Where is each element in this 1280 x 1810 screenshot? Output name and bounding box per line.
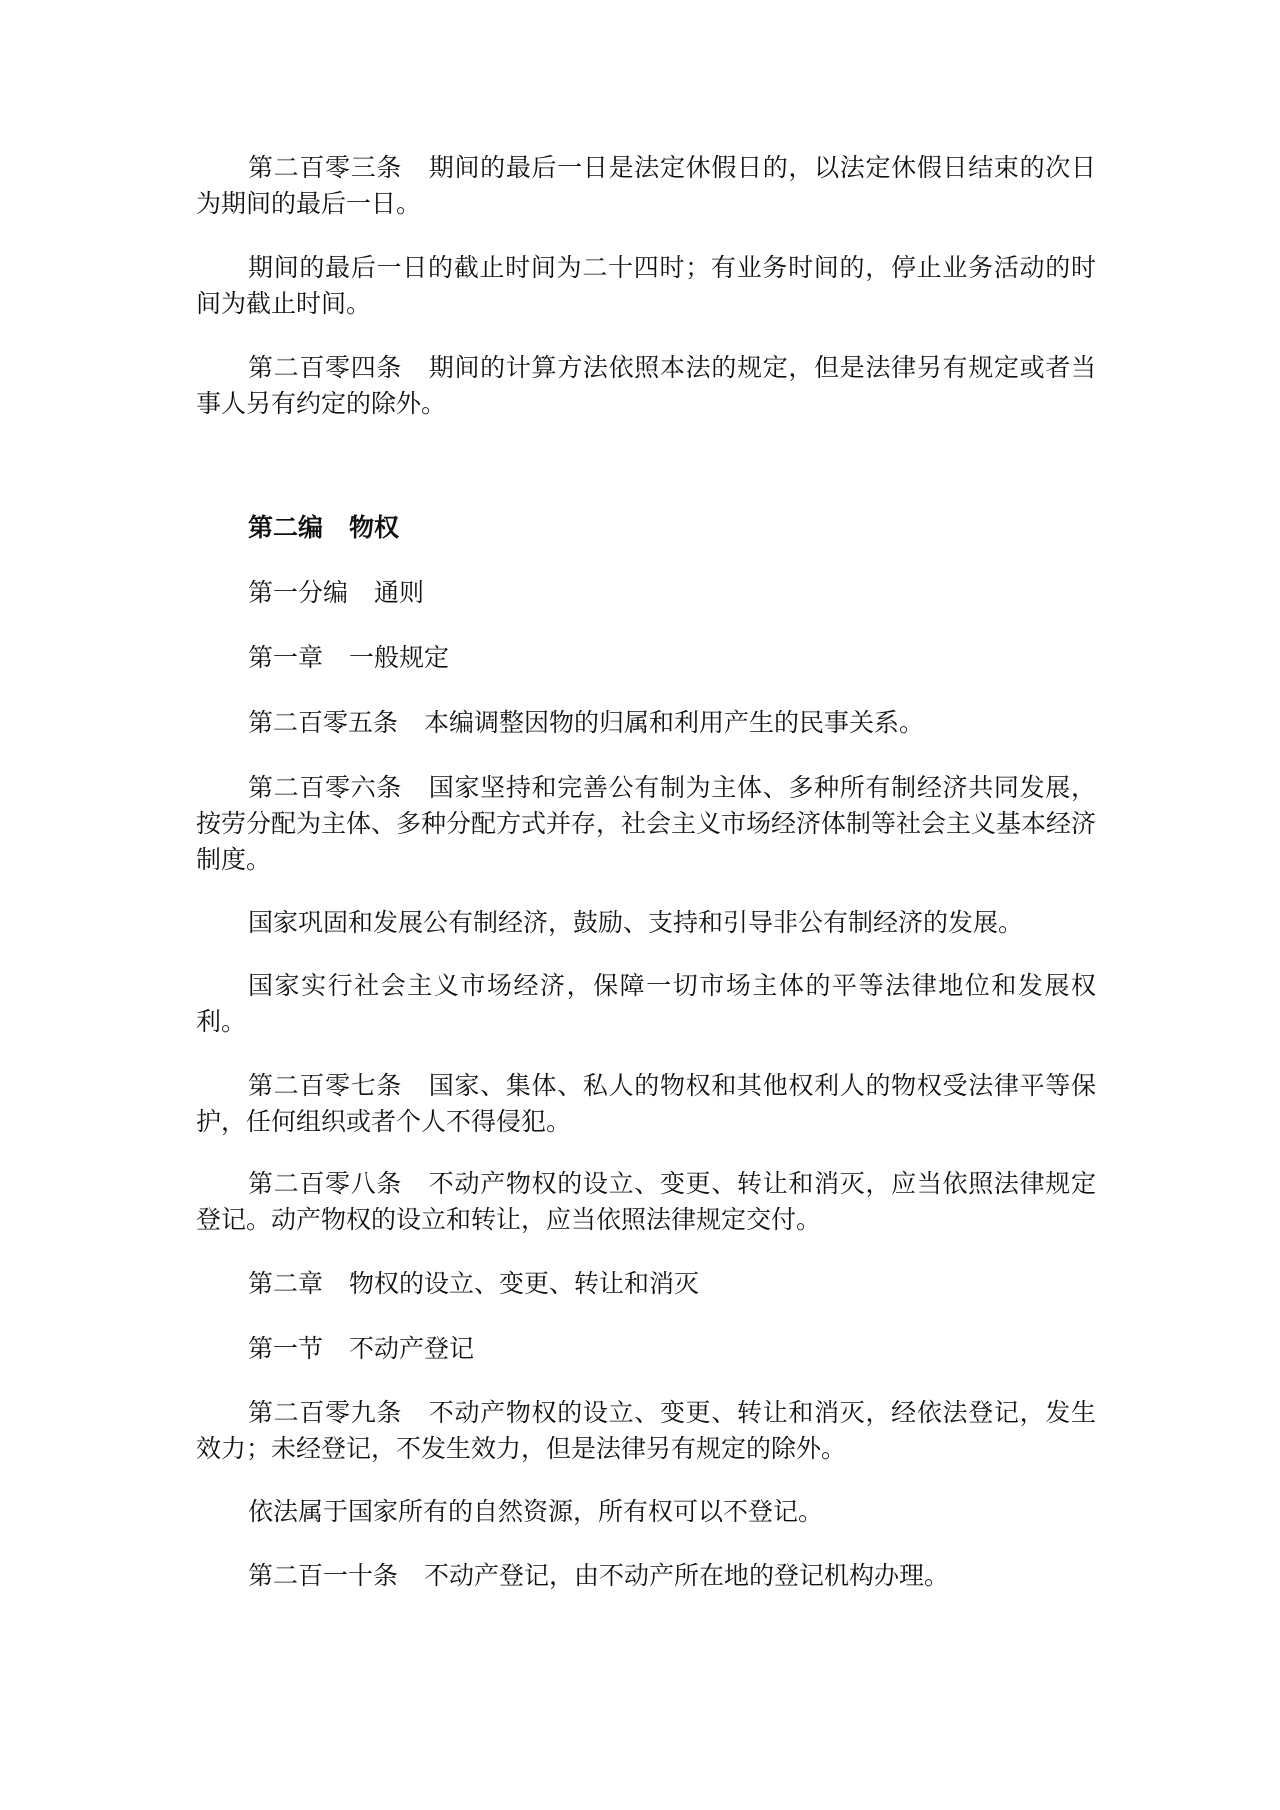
heading-label: 第一分编 bbox=[248, 578, 349, 607]
article-209 bbox=[196, 1395, 1096, 1467]
paragraph-text: 期间的最后一日的截止时间为二十四时；有业务时间的，停止业务活动的时间为截止时间。 bbox=[196, 253, 1096, 318]
article-label: 第二百零八条 bbox=[248, 1169, 403, 1198]
section-1-heading bbox=[196, 1331, 1096, 1367]
article-text: 期间的计算方法依照本法的规定，但是法律另有规定或者当事人另有约定的除外。 bbox=[196, 353, 1096, 418]
paragraph-text: 国家实行社会主义市场经济，保障一切市场主体的平等法律地位和发展权利。 bbox=[196, 971, 1096, 1036]
article-206 bbox=[196, 770, 1096, 878]
article-label: 第二百零七条 bbox=[248, 1071, 403, 1100]
article-208 bbox=[196, 1166, 1096, 1238]
heading-label: 第二编 bbox=[248, 513, 324, 542]
heading-text: 物权的设立、变更、转让和消灭 bbox=[349, 1269, 700, 1298]
article-text: 不动产登记，由不动产所在地的登记机构办理。 bbox=[424, 1561, 950, 1590]
article-text: 国家、集体、私人的物权和其他权利人的物权受法律平等保护，任何组织或者个人不得侵犯。 bbox=[196, 1071, 1096, 1136]
article-209-paragraph-2 bbox=[196, 1494, 1096, 1530]
article-label: 第二百一十条 bbox=[248, 1561, 399, 1590]
paragraph-text: 国家巩固和发展公有制经济，鼓励、支持和引导非公有制经济的发展。 bbox=[248, 908, 1024, 937]
article-label: 第二百零四条 bbox=[248, 353, 403, 382]
paragraph-text: 依法属于国家所有的自然资源，所有权可以不登记。 bbox=[248, 1497, 824, 1526]
article-207 bbox=[196, 1068, 1096, 1140]
article-label: 第二百零三条 bbox=[248, 153, 403, 182]
article-204 bbox=[196, 350, 1096, 422]
heading-label: 第一节 bbox=[248, 1334, 324, 1363]
heading-text: 一般规定 bbox=[349, 643, 450, 672]
book-heading bbox=[196, 510, 1096, 546]
article-label: 第二百零九条 bbox=[248, 1398, 403, 1427]
article-text: 不动产物权的设立、变更、转让和消灭，经依法登记，发生效力；未经登记，不发生效力，但是法律另有规定的除外。 bbox=[196, 1398, 1096, 1463]
article-205 bbox=[196, 705, 1096, 741]
heading-text: 物权 bbox=[349, 513, 400, 542]
heading-text: 通则 bbox=[374, 578, 425, 607]
sub-book-heading bbox=[196, 575, 1096, 611]
heading-text: 不动产登记 bbox=[349, 1334, 475, 1363]
article-label: 第二百零六条 bbox=[248, 773, 403, 802]
article-text: 国家坚持和完善公有制为主体、多种所有制经济共同发展，按劳分配为主体、多种分配方式并存，社会主义市场经济体制等社会主义基本经济制度。 bbox=[196, 773, 1097, 874]
article-203 bbox=[196, 150, 1096, 222]
article-206-paragraph-2 bbox=[196, 905, 1096, 941]
article-text: 本编调整因物的归属和利用产生的民事关系。 bbox=[424, 708, 925, 737]
article-206-paragraph-3 bbox=[196, 968, 1096, 1040]
article-text: 期间的最后一日是法定休假日的，以法定休假日结束的次日为期间的最后一日。 bbox=[196, 153, 1096, 218]
heading-label: 第二章 bbox=[248, 1269, 324, 1298]
chapter-2-heading bbox=[196, 1266, 1096, 1302]
chapter-1-heading bbox=[196, 640, 1096, 676]
article-203-paragraph-2 bbox=[196, 250, 1096, 322]
article-text: 不动产物权的设立、变更、转让和消灭，应当依照法律规定登记。动产物权的设立和转让，应当依照法律规定交付。 bbox=[196, 1169, 1096, 1234]
heading-label: 第一章 bbox=[248, 643, 324, 672]
article-210 bbox=[196, 1558, 1096, 1594]
article-label: 第二百零五条 bbox=[248, 708, 399, 737]
